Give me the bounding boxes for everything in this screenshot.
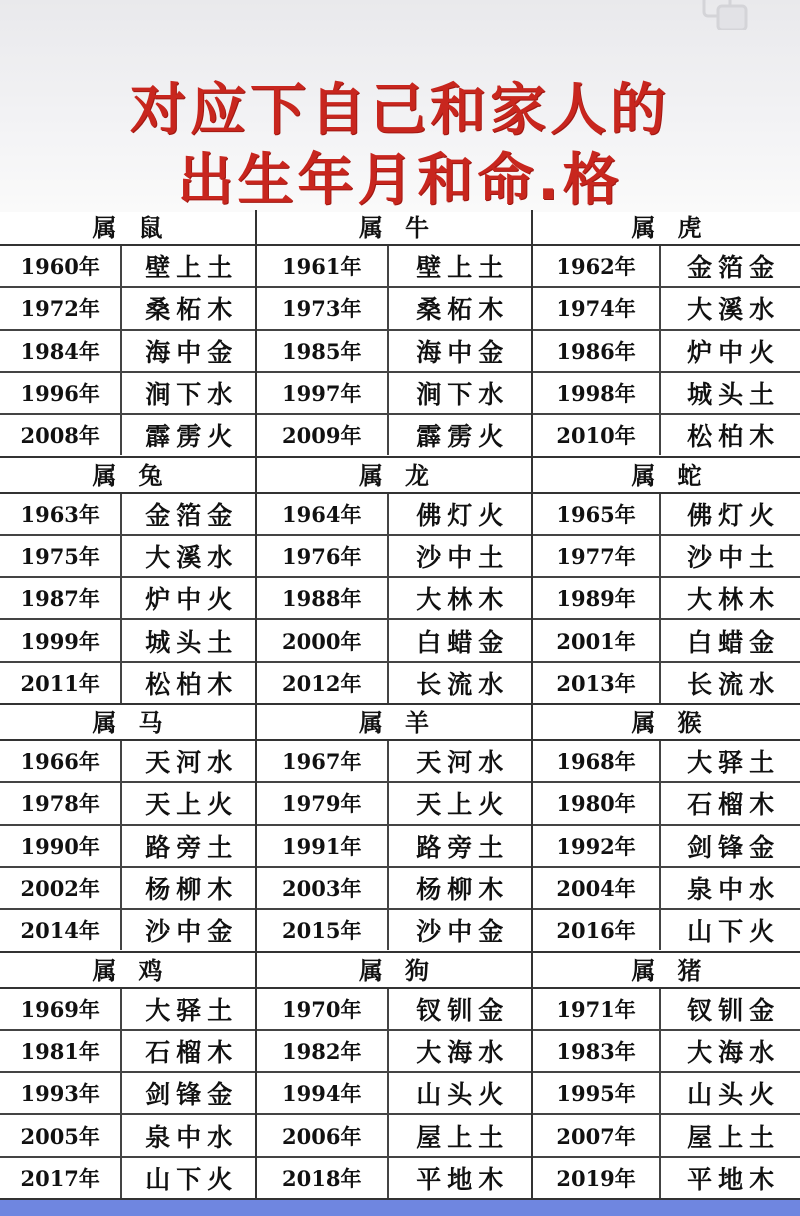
zodiac-block bbox=[533, 210, 800, 458]
element-cell: 钗钏金 bbox=[416, 995, 510, 1025]
table-row bbox=[533, 663, 800, 703]
element-cell: 大海水 bbox=[416, 1037, 510, 1067]
birth-year-cell: 2000年 bbox=[257, 620, 389, 660]
table-row bbox=[533, 246, 800, 288]
element-cell: 路旁土 bbox=[145, 832, 239, 862]
table-row bbox=[257, 620, 531, 662]
table-row bbox=[0, 1073, 255, 1115]
birth-year-cell: 1989年 bbox=[533, 578, 661, 618]
page-title-line1: 对应下自己和家人的 bbox=[130, 78, 670, 143]
birth-year-cell: 2015年 bbox=[257, 910, 389, 950]
birth-year-cell: 1970年 bbox=[257, 989, 389, 1029]
element-cell: 炉中火 bbox=[145, 585, 239, 615]
birth-year-cell: 1976年 bbox=[257, 536, 389, 576]
zodiac-heading: 属鼠 bbox=[0, 210, 255, 246]
birth-year-cell: 2001年 bbox=[533, 620, 661, 660]
birth-year-cell: 1973年 bbox=[257, 288, 389, 328]
zodiac-heading: 属龙 bbox=[257, 458, 531, 494]
table-row bbox=[257, 1158, 531, 1198]
element-cell: 剑锋金 bbox=[687, 832, 781, 862]
zodiac-heading: 属蛇 bbox=[533, 458, 800, 494]
table-row bbox=[257, 989, 531, 1031]
table-row bbox=[0, 246, 255, 288]
element-cell: 松柏木 bbox=[687, 422, 781, 452]
table-row bbox=[0, 331, 255, 373]
zodiac-heading: 属狗 bbox=[257, 953, 531, 989]
table-row bbox=[0, 1031, 255, 1073]
birth-year-cell: 1966年 bbox=[0, 741, 122, 781]
birth-year-cell: 2018年 bbox=[257, 1158, 389, 1198]
table-row bbox=[257, 494, 531, 536]
birth-year-cell: 2016年 bbox=[533, 910, 661, 950]
zodiac-heading: 属马 bbox=[0, 705, 255, 741]
birth-year-cell: 2002年 bbox=[0, 868, 122, 908]
table-row bbox=[533, 536, 800, 578]
element-cell: 平地木 bbox=[687, 1164, 781, 1194]
element-cell: 壁上土 bbox=[145, 253, 239, 283]
element-cell: 涧下水 bbox=[416, 380, 510, 410]
zodiac-heading: 属鸡 bbox=[0, 953, 255, 989]
element-cell: 大林木 bbox=[687, 585, 781, 615]
birth-year-cell: 1961年 bbox=[257, 246, 389, 286]
birth-year-cell: 2019年 bbox=[533, 1158, 661, 1198]
table-row bbox=[533, 288, 800, 330]
birth-year-cell: 1974年 bbox=[533, 288, 661, 328]
birth-year-cell: 1975年 bbox=[0, 536, 122, 576]
element-cell: 天上火 bbox=[416, 790, 510, 820]
element-cell: 沙中金 bbox=[416, 917, 510, 947]
birth-year-cell: 1991年 bbox=[257, 826, 389, 866]
element-cell: 城头土 bbox=[687, 380, 781, 410]
element-cell: 白蜡金 bbox=[416, 627, 510, 657]
table-row bbox=[257, 288, 531, 330]
table-row bbox=[533, 826, 800, 868]
table-row bbox=[533, 373, 800, 415]
table-row bbox=[533, 1073, 800, 1115]
table-row bbox=[257, 741, 531, 783]
table-row bbox=[533, 1158, 800, 1198]
element-cell: 金箔金 bbox=[145, 500, 239, 530]
birth-year-cell: 1987年 bbox=[0, 578, 122, 618]
element-cell: 佛灯火 bbox=[687, 500, 781, 530]
table-row bbox=[533, 331, 800, 373]
zodiac-block bbox=[0, 458, 257, 706]
element-cell: 大溪水 bbox=[145, 542, 239, 572]
birth-year-cell: 1995年 bbox=[533, 1073, 661, 1113]
table-row bbox=[0, 989, 255, 1031]
element-cell: 山头火 bbox=[687, 1080, 781, 1110]
birth-year-cell: 1971年 bbox=[533, 989, 661, 1029]
zodiac-block bbox=[533, 705, 800, 953]
birth-year-cell: 1962年 bbox=[533, 246, 661, 286]
element-cell: 沙中土 bbox=[416, 542, 510, 572]
zodiac-block bbox=[533, 953, 800, 1201]
table-row bbox=[257, 246, 531, 288]
birth-year-cell: 1999年 bbox=[0, 620, 122, 660]
table-row bbox=[0, 494, 255, 536]
table-row bbox=[257, 1073, 531, 1115]
birth-year-cell: 2008年 bbox=[0, 415, 122, 455]
element-cell: 炉中火 bbox=[687, 337, 781, 367]
table-row bbox=[0, 1158, 255, 1198]
table-row bbox=[0, 1115, 255, 1157]
element-cell: 屋上土 bbox=[687, 1122, 781, 1152]
table-row bbox=[533, 620, 800, 662]
birth-year-cell: 1985年 bbox=[257, 331, 389, 371]
element-cell: 海中金 bbox=[145, 337, 239, 367]
element-cell: 山头火 bbox=[416, 1080, 510, 1110]
header bbox=[0, 0, 800, 212]
element-cell: 天河水 bbox=[416, 748, 510, 778]
table-row bbox=[533, 989, 800, 1031]
birth-year-cell: 1982年 bbox=[257, 1031, 389, 1071]
page-title-line2: 出生年月和命.格 bbox=[177, 148, 623, 213]
birth-year-cell: 2005年 bbox=[0, 1115, 122, 1155]
birth-year-cell: 1964年 bbox=[257, 494, 389, 534]
element-cell: 杨柳木 bbox=[416, 875, 510, 905]
table-row bbox=[257, 868, 531, 910]
birth-year-cell: 1986年 bbox=[533, 331, 661, 371]
table-row bbox=[0, 578, 255, 620]
table-row bbox=[257, 331, 531, 373]
zodiac-heading: 属猪 bbox=[533, 953, 800, 989]
element-cell: 泉中水 bbox=[145, 1122, 239, 1152]
table-row bbox=[533, 1115, 800, 1157]
table-row bbox=[0, 415, 255, 455]
element-cell: 杨柳木 bbox=[145, 875, 239, 905]
table-row bbox=[533, 783, 800, 825]
table-row bbox=[257, 1115, 531, 1157]
table-row bbox=[257, 783, 531, 825]
table-row bbox=[533, 868, 800, 910]
table-row bbox=[0, 288, 255, 330]
birth-year-cell: 1968年 bbox=[533, 741, 661, 781]
zodiac-block bbox=[533, 458, 800, 706]
element-cell: 城头土 bbox=[145, 627, 239, 657]
element-cell: 大驿土 bbox=[687, 748, 781, 778]
birth-year-cell: 2007年 bbox=[533, 1115, 661, 1155]
element-cell: 天河水 bbox=[145, 748, 239, 778]
table-row bbox=[257, 910, 531, 950]
birth-year-cell: 1993年 bbox=[0, 1073, 122, 1113]
element-cell: 海中金 bbox=[416, 337, 510, 367]
birth-year-cell: 2006年 bbox=[257, 1115, 389, 1155]
birth-year-cell: 1967年 bbox=[257, 741, 389, 781]
birth-year-cell: 1984年 bbox=[0, 331, 122, 371]
element-cell: 大驿土 bbox=[145, 995, 239, 1025]
table-row bbox=[0, 826, 255, 868]
element-cell: 屋上土 bbox=[416, 1122, 510, 1152]
birth-year-cell: 2013年 bbox=[533, 663, 661, 703]
element-cell: 石榴木 bbox=[687, 790, 781, 820]
table-row bbox=[257, 1031, 531, 1073]
birth-year-cell: 1977年 bbox=[533, 536, 661, 576]
element-cell: 佛灯火 bbox=[416, 500, 510, 530]
zodiac-table bbox=[0, 210, 800, 1200]
element-cell: 路旁土 bbox=[416, 832, 510, 862]
birth-year-cell: 2004年 bbox=[533, 868, 661, 908]
birth-year-cell: 1997年 bbox=[257, 373, 389, 413]
table-row bbox=[257, 373, 531, 415]
element-cell: 霹雳火 bbox=[145, 422, 239, 452]
table-row bbox=[533, 494, 800, 536]
element-cell: 涧下水 bbox=[145, 380, 239, 410]
element-cell: 霹雳火 bbox=[416, 422, 510, 452]
table-row bbox=[0, 783, 255, 825]
table-row bbox=[257, 826, 531, 868]
element-cell: 山下火 bbox=[145, 1164, 239, 1194]
birth-year-cell: 1990年 bbox=[0, 826, 122, 866]
element-cell: 沙中金 bbox=[145, 917, 239, 947]
birth-year-cell: 2003年 bbox=[257, 868, 389, 908]
birth-year-cell: 2017年 bbox=[0, 1158, 122, 1198]
birth-year-cell: 2014年 bbox=[0, 910, 122, 950]
birth-year-cell: 2009年 bbox=[257, 415, 389, 455]
table-row bbox=[533, 578, 800, 620]
element-cell: 大海水 bbox=[687, 1037, 781, 1067]
element-cell: 长流水 bbox=[416, 669, 510, 699]
zodiac-heading: 属羊 bbox=[257, 705, 531, 741]
element-cell: 长流水 bbox=[687, 669, 781, 699]
zodiac-block bbox=[0, 953, 257, 1201]
table-row bbox=[0, 663, 255, 703]
zodiac-heading: 属猴 bbox=[533, 705, 800, 741]
copy-icon[interactable] bbox=[698, 0, 752, 30]
birth-year-cell: 1972年 bbox=[0, 288, 122, 328]
element-cell: 剑锋金 bbox=[145, 1080, 239, 1110]
element-cell: 沙中土 bbox=[687, 542, 781, 572]
table-row bbox=[533, 1031, 800, 1073]
element-cell: 泉中水 bbox=[687, 875, 781, 905]
birth-year-cell: 2010年 bbox=[533, 415, 661, 455]
birth-year-cell: 1994年 bbox=[257, 1073, 389, 1113]
birth-year-cell: 1969年 bbox=[0, 989, 122, 1029]
table-row bbox=[257, 536, 531, 578]
birth-year-cell: 1965年 bbox=[533, 494, 661, 534]
table-row bbox=[533, 910, 800, 950]
element-cell: 钗钏金 bbox=[687, 995, 781, 1025]
zodiac-block bbox=[257, 210, 533, 458]
zodiac-block bbox=[257, 705, 533, 953]
zodiac-block bbox=[257, 458, 533, 706]
element-cell: 松柏木 bbox=[145, 669, 239, 699]
birth-year-cell: 2012年 bbox=[257, 663, 389, 703]
birth-year-cell: 2011年 bbox=[0, 663, 122, 703]
element-cell: 桑柘木 bbox=[145, 295, 239, 325]
table-row bbox=[0, 620, 255, 662]
zodiac-heading: 属兔 bbox=[0, 458, 255, 494]
birth-year-cell: 1988年 bbox=[257, 578, 389, 618]
birth-year-cell: 1992年 bbox=[533, 826, 661, 866]
birth-year-cell: 1978年 bbox=[0, 783, 122, 823]
bottom-bar bbox=[0, 1200, 800, 1216]
table-row bbox=[257, 415, 531, 455]
element-cell: 桑柘木 bbox=[416, 295, 510, 325]
birth-year-cell: 1996年 bbox=[0, 373, 122, 413]
element-cell: 白蜡金 bbox=[687, 627, 781, 657]
table-row bbox=[0, 868, 255, 910]
element-cell: 大溪水 bbox=[687, 295, 781, 325]
element-cell: 天上火 bbox=[145, 790, 239, 820]
birth-year-cell: 1998年 bbox=[533, 373, 661, 413]
zodiac-heading: 属虎 bbox=[533, 210, 800, 246]
element-cell: 大林木 bbox=[416, 585, 510, 615]
zodiac-block bbox=[0, 210, 257, 458]
table-row bbox=[0, 741, 255, 783]
table-row bbox=[257, 663, 531, 703]
birth-year-cell: 1963年 bbox=[0, 494, 122, 534]
birth-year-cell: 1981年 bbox=[0, 1031, 122, 1071]
birth-year-cell: 1980年 bbox=[533, 783, 661, 823]
element-cell: 壁上土 bbox=[416, 253, 510, 283]
zodiac-heading: 属牛 bbox=[257, 210, 531, 246]
table-row bbox=[257, 578, 531, 620]
table-row bbox=[533, 415, 800, 455]
element-cell: 山下火 bbox=[687, 917, 781, 947]
element-cell: 石榴木 bbox=[145, 1037, 239, 1067]
birth-year-cell: 1983年 bbox=[533, 1031, 661, 1071]
table-row bbox=[533, 741, 800, 783]
element-cell: 金箔金 bbox=[687, 253, 781, 283]
element-cell: 平地木 bbox=[416, 1164, 510, 1194]
table-row bbox=[0, 536, 255, 578]
birth-year-cell: 1979年 bbox=[257, 783, 389, 823]
table-row bbox=[0, 910, 255, 950]
zodiac-block bbox=[257, 953, 533, 1201]
table-row bbox=[0, 373, 255, 415]
zodiac-block bbox=[0, 705, 257, 953]
birth-year-cell: 1960年 bbox=[0, 246, 122, 286]
